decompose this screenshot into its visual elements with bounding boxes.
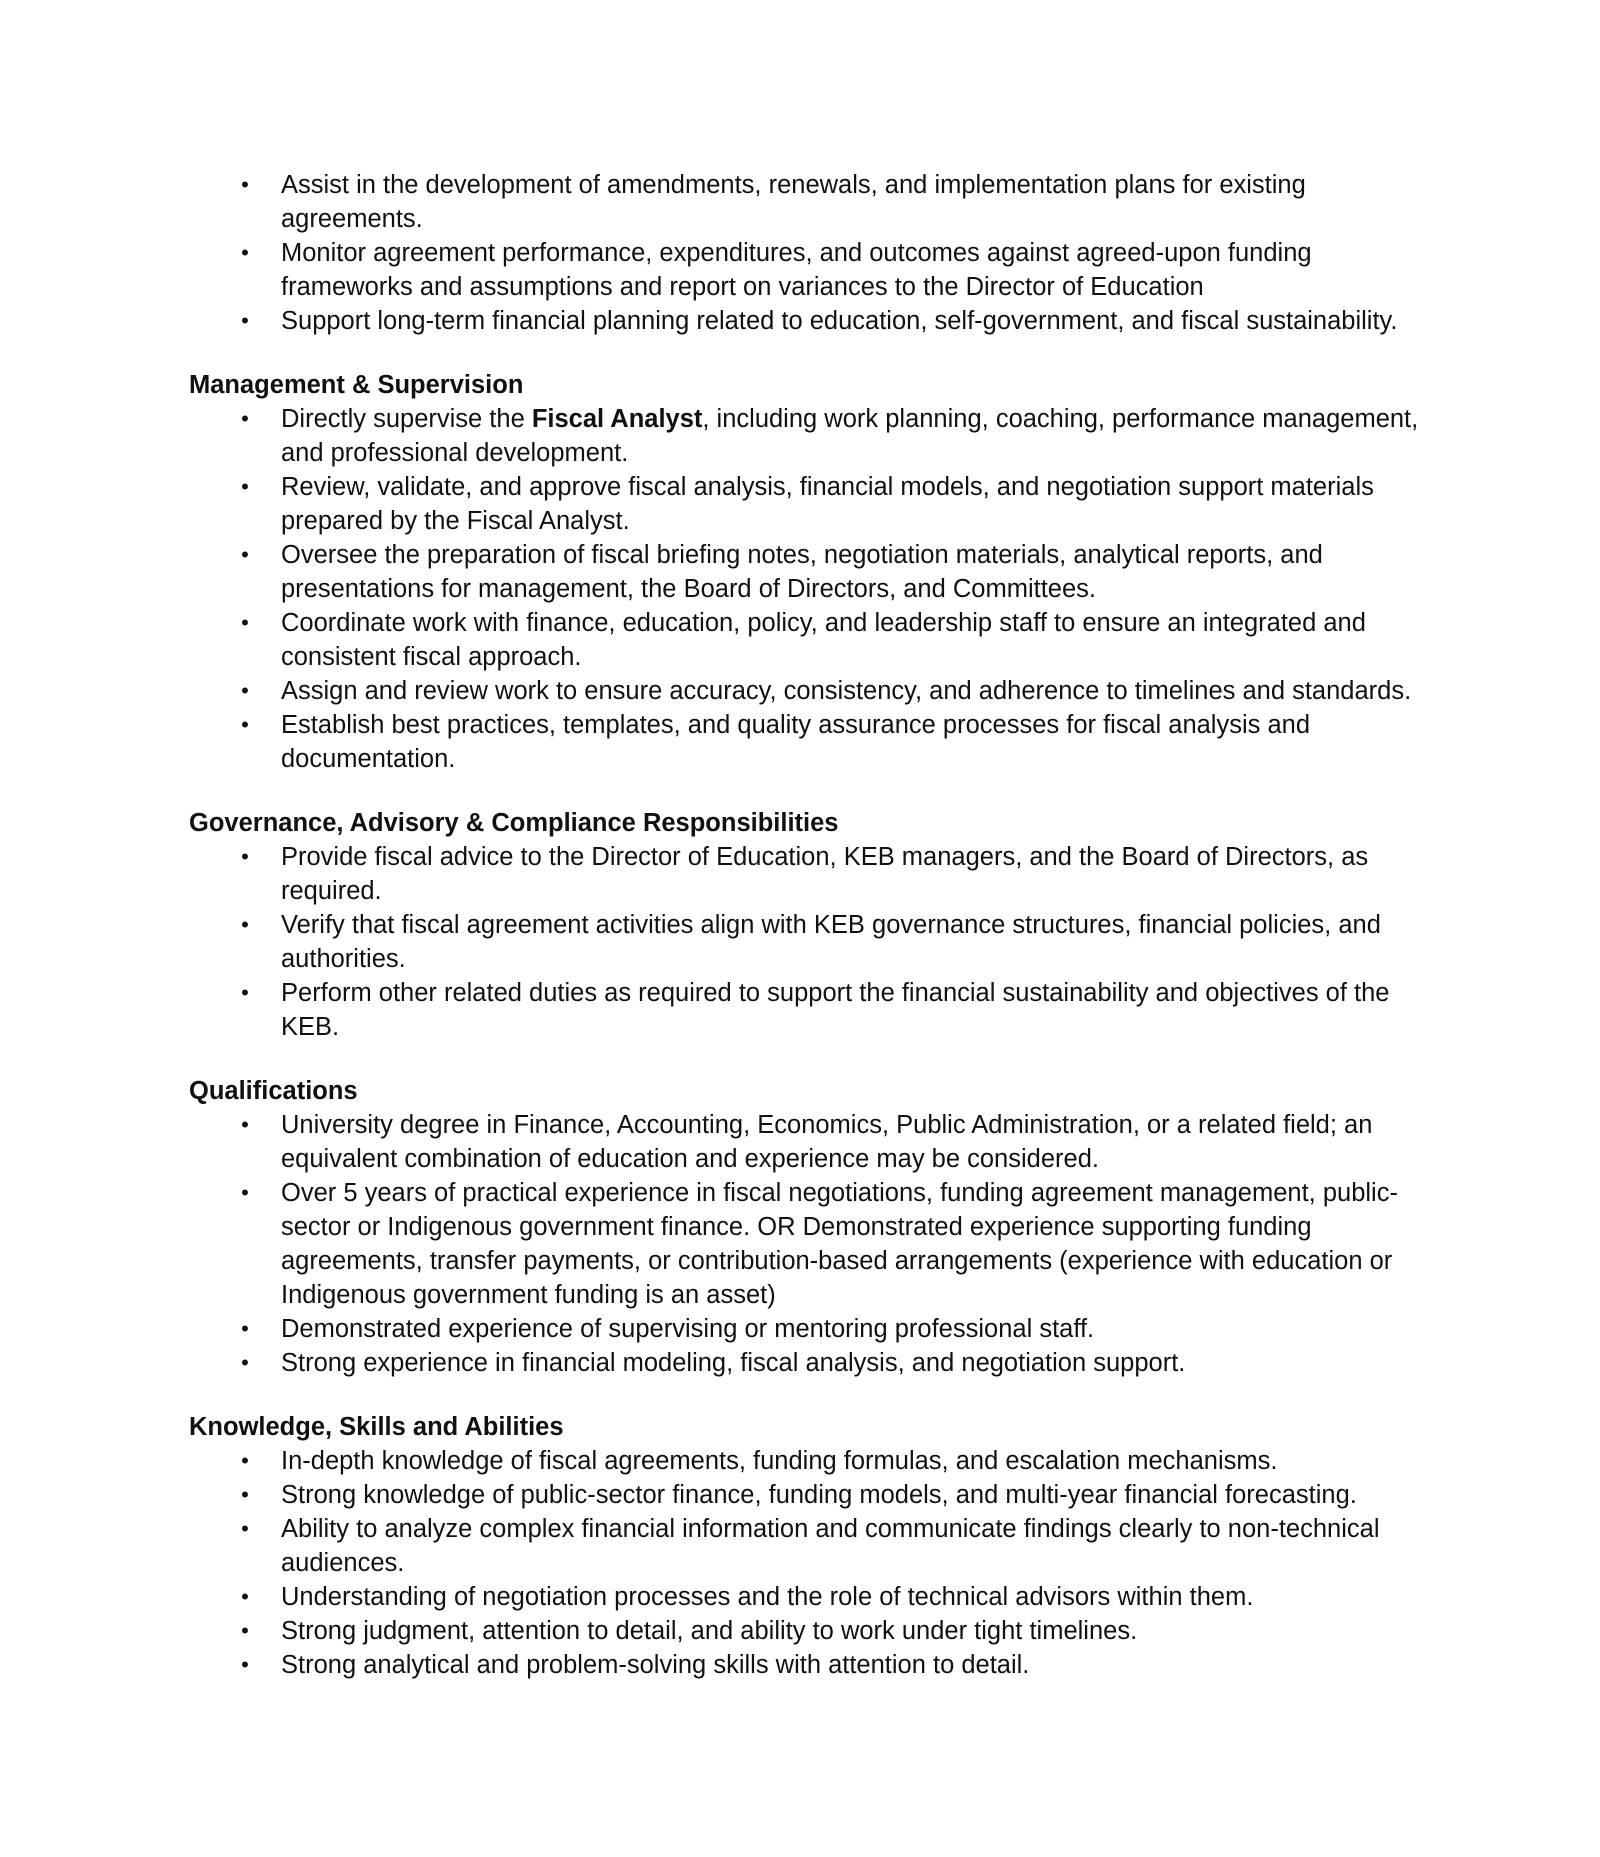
- bullet-icon: •: [241, 1448, 249, 1473]
- list-item: [189, 674, 1429, 708]
- section-continuation: [189, 168, 1429, 338]
- bullet-icon: •: [241, 1584, 249, 1609]
- list-item-text: Assign and review work to ensure accuracy, consistency, and adherence to timelines and standards.: [281, 677, 1412, 705]
- bullet-icon: •: [241, 474, 249, 499]
- list-item: [189, 708, 1429, 776]
- document-body: [189, 168, 1429, 1712]
- list-item: [189, 538, 1429, 606]
- bullet-icon: •: [241, 1516, 249, 1541]
- list-item: [189, 1614, 1429, 1648]
- list-item: [189, 236, 1429, 304]
- list-item-text-post: , including work planning, coaching, performance management, and professional development.: [281, 405, 1419, 467]
- section-heading: Qualifications: [189, 1077, 358, 1105]
- bullet-list: [189, 168, 1429, 338]
- section-knowledge-skills-abilities: [189, 1410, 1429, 1682]
- bullet-list: [189, 1444, 1429, 1682]
- list-item-text: Provide fiscal advice to the Director of Education, KEB managers, and the Board of Directors, as required.: [281, 843, 1369, 905]
- bullet-icon: •: [241, 1350, 249, 1375]
- bullet-icon: •: [241, 1618, 249, 1643]
- bullet-list: [189, 402, 1429, 776]
- list-item-text: Ability to analyze complex financial information and communicate findings clearly to non-technical audiences.: [281, 1515, 1380, 1577]
- list-item-text-bold: Fiscal Analyst: [531, 405, 703, 433]
- list-item: [189, 1478, 1429, 1512]
- bullet-icon: •: [241, 172, 249, 197]
- list-item-text: Understanding of negotiation processes and the role of technical advisors within them.: [281, 1583, 1254, 1611]
- bullet-list: [189, 840, 1429, 1044]
- list-item: [189, 1648, 1429, 1682]
- list-item-text: Strong judgment, attention to detail, and ability to work under tight timelines.: [281, 1617, 1138, 1645]
- list-item: [189, 1512, 1429, 1580]
- bullet-icon: •: [241, 240, 249, 265]
- section-heading: Knowledge, Skills and Abilities: [189, 1413, 564, 1441]
- list-item-text: Review, validate, and approve fiscal analysis, financial models, and negotiation support materials prepared by the Fiscal Analyst.: [281, 473, 1374, 535]
- list-item: [189, 976, 1429, 1044]
- section-governance: [189, 806, 1429, 1044]
- list-item: [189, 1108, 1429, 1176]
- list-item: [189, 470, 1429, 538]
- section-heading: Governance, Advisory & Compliance Responsibilities: [189, 809, 839, 837]
- list-item-text: Strong analytical and problem-solving skills with attention to detail.: [281, 1651, 1030, 1679]
- list-item-text: Perform other related duties as required to support the financial sustainability and objectives of the KEB.: [281, 979, 1390, 1041]
- list-item-text: [281, 405, 1418, 467]
- bullet-icon: •: [241, 1482, 249, 1507]
- bullet-icon: •: [241, 712, 249, 737]
- bullet-icon: •: [241, 678, 249, 703]
- list-item-text: Strong experience in financial modeling, fiscal analysis, and negotiation support.: [281, 1349, 1186, 1377]
- bullet-icon: •: [241, 1316, 249, 1341]
- list-item: [189, 606, 1429, 674]
- bullet-icon: •: [241, 980, 249, 1005]
- list-item-text: Over 5 years of practical experience in fiscal negotiations, funding agreement management, public-sector or Indigenous government finance. OR Demonstrated experience supporting funding agreements, transfer payments, or contribution-based arrangements (experience with education or Indigenous government funding is an asset): [281, 1179, 1398, 1309]
- list-item: [189, 402, 1429, 470]
- section-management-supervision: [189, 368, 1429, 776]
- list-item-text: Assist in the development of amendments, renewals, and implementation plans for existing agreements.: [281, 171, 1306, 233]
- section-heading: Management & Supervision: [189, 371, 524, 399]
- list-item-text: University degree in Finance, Accounting, Economics, Public Administration, or a related field; an equivalent combination of education and experience may be considered.: [281, 1111, 1373, 1173]
- bullet-icon: •: [241, 1112, 249, 1137]
- list-item-text: Coordinate work with finance, education, policy, and leadership staff to ensure an integrated and consistent fiscal approach.: [281, 609, 1366, 671]
- bullet-icon: •: [241, 912, 249, 937]
- list-item: [189, 168, 1429, 236]
- list-item-text: Verify that fiscal agreement activities align with KEB governance structures, financial policies, and authorities.: [281, 911, 1381, 973]
- list-item: [189, 1580, 1429, 1614]
- bullet-list: [189, 1108, 1429, 1380]
- bullet-icon: •: [241, 844, 249, 869]
- list-item-text: In-depth knowledge of fiscal agreements, funding formulas, and escalation mechanisms.: [281, 1447, 1278, 1475]
- bullet-icon: •: [241, 308, 249, 333]
- bullet-icon: •: [241, 610, 249, 635]
- section-qualifications: [189, 1074, 1429, 1380]
- list-item-text-pre: Directly supervise the: [281, 405, 532, 433]
- list-item: [189, 1346, 1429, 1380]
- bullet-icon: •: [241, 1180, 249, 1205]
- list-item: [189, 1176, 1429, 1312]
- list-item-text: Oversee the preparation of fiscal briefing notes, negotiation materials, analytical reports, and presentations for management, the Board of Directors, and Committees.: [281, 541, 1323, 603]
- list-item-text: Monitor agreement performance, expenditures, and outcomes against agreed-upon funding frameworks and assumptions and report on variances to the Director of Education: [281, 239, 1312, 301]
- list-item: [189, 304, 1429, 338]
- list-item: [189, 1444, 1429, 1478]
- list-item-text: Establish best practices, templates, and quality assurance processes for fiscal analysis and documentation.: [281, 711, 1311, 773]
- bullet-icon: •: [241, 1652, 249, 1677]
- list-item: [189, 1312, 1429, 1346]
- list-item: [189, 908, 1429, 976]
- bullet-icon: •: [241, 406, 249, 431]
- list-item-text: Support long-term financial planning related to education, self-government, and fiscal sustainability.: [281, 307, 1398, 335]
- list-item-text: Demonstrated experience of supervising or mentoring professional staff.: [281, 1315, 1095, 1343]
- list-item: [189, 840, 1429, 908]
- list-item-text: Strong knowledge of public-sector finance, funding models, and multi-year financial forecasting.: [281, 1481, 1357, 1509]
- bullet-icon: •: [241, 542, 249, 567]
